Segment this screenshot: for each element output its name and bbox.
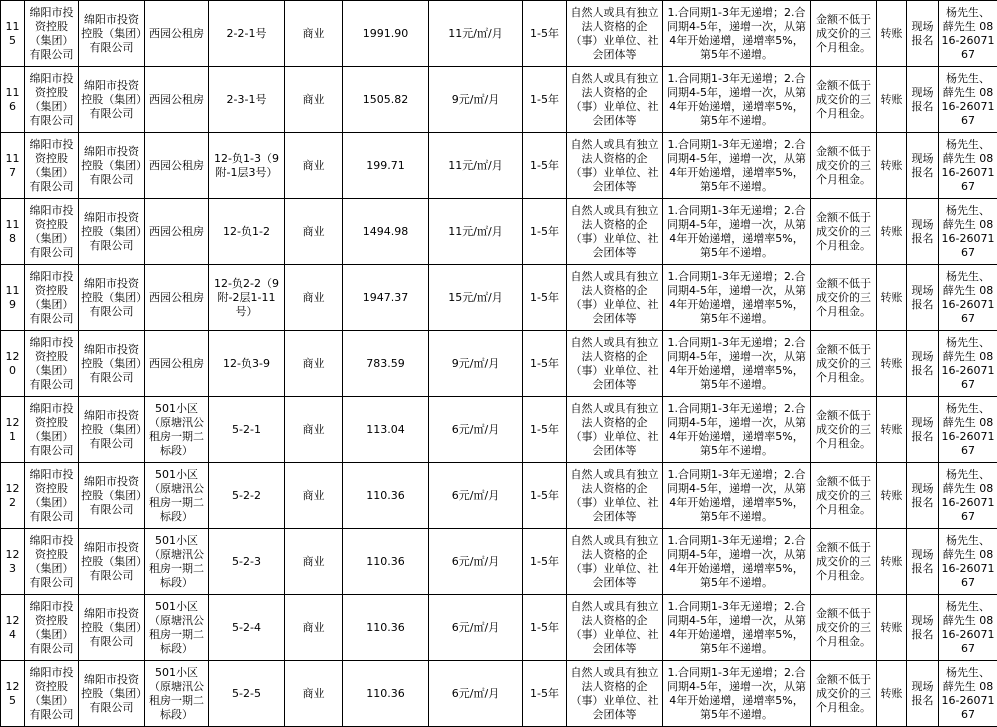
owner-cell: 绵阳市投资控股（集团）有限公司 bbox=[25, 463, 79, 529]
deposit-cell: 金额不低于成交价的三个月租金。 bbox=[811, 199, 877, 265]
payment-method-cell: 转账 bbox=[877, 331, 907, 397]
row-number-cell: 123 bbox=[1, 529, 25, 595]
project-name-cell: 501小区（原塘汛公租房一期二标段） bbox=[145, 529, 209, 595]
bidder-qualification-cell: 自然人或具有独立法人资格的企（事）业单位、社会团体等 bbox=[567, 1, 663, 67]
rent-increase-cell: 1.合同期1-3年无递增；2.合同期4-5年，递增一次，从第4年开始递增，递增率5%，第5年不递增。 bbox=[663, 67, 811, 133]
unit-number-cell: 5-2-2 bbox=[209, 463, 285, 529]
unit-number-cell: 5-2-3 bbox=[209, 529, 285, 595]
project-name-cell: 西园公租房 bbox=[145, 199, 209, 265]
lease-term-cell: 1-5年 bbox=[523, 661, 567, 727]
payment-method-cell: 转账 bbox=[877, 397, 907, 463]
rent-increase-cell: 1.合同期1-3年无递增；2.合同期4-5年，递增一次，从第4年开始递增，递增率5%，第5年不递增。 bbox=[663, 331, 811, 397]
unit-number-cell: 2-3-1号 bbox=[209, 67, 285, 133]
row-number-cell: 125 bbox=[1, 661, 25, 727]
row-number-cell: 120 bbox=[1, 331, 25, 397]
deposit-cell: 金额不低于成交价的三个月租金。 bbox=[811, 661, 877, 727]
contact-cell: 杨先生、薛先生 0816-2607167 bbox=[939, 331, 997, 397]
payment-method-cell: 转账 bbox=[877, 265, 907, 331]
table-row bbox=[1, 529, 997, 595]
price-cell: 9元/㎡/月 bbox=[429, 67, 523, 133]
row-number-cell: 124 bbox=[1, 595, 25, 661]
deposit-cell: 金额不低于成交价的三个月租金。 bbox=[811, 133, 877, 199]
area-cell: 1505.82 bbox=[343, 67, 429, 133]
price-cell: 11元/㎡/月 bbox=[429, 1, 523, 67]
contact-cell: 杨先生、薛先生 0816-2607167 bbox=[939, 463, 997, 529]
rent-increase-cell: 1.合同期1-3年无递增；2.合同期4-5年，递增一次，从第4年开始递增，递增率5%，第5年不递增。 bbox=[663, 199, 811, 265]
bidder-qualification-cell: 自然人或具有独立法人资格的企（事）业单位、社会团体等 bbox=[567, 661, 663, 727]
deposit-cell: 金额不低于成交价的三个月租金。 bbox=[811, 67, 877, 133]
area-cell: 110.36 bbox=[343, 595, 429, 661]
lessor-cell: 绵阳市投资控股（集团）有限公司 bbox=[79, 595, 145, 661]
payment-method-cell: 转账 bbox=[877, 463, 907, 529]
row-number-cell: 119 bbox=[1, 265, 25, 331]
registration-method-cell: 现场报名 bbox=[907, 199, 939, 265]
price-cell: 6元/㎡/月 bbox=[429, 463, 523, 529]
usage-cell: 商业 bbox=[285, 529, 343, 595]
lessor-cell: 绵阳市投资控股（集团）有限公司 bbox=[79, 661, 145, 727]
area-cell: 783.59 bbox=[343, 331, 429, 397]
table-row bbox=[1, 1, 997, 67]
unit-number-cell: 5-2-4 bbox=[209, 595, 285, 661]
lease-term-cell: 1-5年 bbox=[523, 529, 567, 595]
lessor-cell: 绵阳市投资控股（集团）有限公司 bbox=[79, 199, 145, 265]
lessor-cell: 绵阳市投资控股（集团）有限公司 bbox=[79, 265, 145, 331]
rent-increase-cell: 1.合同期1-3年无递增；2.合同期4-5年，递增一次，从第4年开始递增，递增率5%，第5年不递增。 bbox=[663, 463, 811, 529]
table-row bbox=[1, 595, 997, 661]
row-number-cell: 122 bbox=[1, 463, 25, 529]
contact-cell: 杨先生、薛先生 0816-2607167 bbox=[939, 67, 997, 133]
bidder-qualification-cell: 自然人或具有独立法人资格的企（事）业单位、社会团体等 bbox=[567, 199, 663, 265]
usage-cell: 商业 bbox=[285, 463, 343, 529]
deposit-cell: 金额不低于成交价的三个月租金。 bbox=[811, 595, 877, 661]
unit-number-cell: 2-2-1号 bbox=[209, 1, 285, 67]
table-row bbox=[1, 331, 997, 397]
lessor-cell: 绵阳市投资控股（集团）有限公司 bbox=[79, 67, 145, 133]
unit-number-cell: 12-负1-3（9附-1层3号） bbox=[209, 133, 285, 199]
area-cell: 110.36 bbox=[343, 463, 429, 529]
rent-increase-cell: 1.合同期1-3年无递增；2.合同期4-5年，递增一次，从第4年开始递增，递增率5%，第5年不递增。 bbox=[663, 397, 811, 463]
unit-number-cell: 12-负1-2 bbox=[209, 199, 285, 265]
owner-cell: 绵阳市投资控股（集团）有限公司 bbox=[25, 397, 79, 463]
deposit-cell: 金额不低于成交价的三个月租金。 bbox=[811, 463, 877, 529]
payment-method-cell: 转账 bbox=[877, 67, 907, 133]
registration-method-cell: 现场报名 bbox=[907, 463, 939, 529]
lease-term-cell: 1-5年 bbox=[523, 265, 567, 331]
lessor-cell: 绵阳市投资控股（集团）有限公司 bbox=[79, 397, 145, 463]
lease-term-cell: 1-5年 bbox=[523, 463, 567, 529]
unit-number-cell: 12-负3-9 bbox=[209, 331, 285, 397]
bidder-qualification-cell: 自然人或具有独立法人资格的企（事）业单位、社会团体等 bbox=[567, 397, 663, 463]
contact-cell: 杨先生、薛先生 0816-2607167 bbox=[939, 265, 997, 331]
lease-term-cell: 1-5年 bbox=[523, 1, 567, 67]
bidder-qualification-cell: 自然人或具有独立法人资格的企（事）业单位、社会团体等 bbox=[567, 529, 663, 595]
registration-method-cell: 现场报名 bbox=[907, 529, 939, 595]
project-name-cell: 501小区（原塘汛公租房一期二标段） bbox=[145, 661, 209, 727]
row-number-cell: 116 bbox=[1, 67, 25, 133]
contact-cell: 杨先生、薛先生 0816-2607167 bbox=[939, 661, 997, 727]
bidder-qualification-cell: 自然人或具有独立法人资格的企（事）业单位、社会团体等 bbox=[567, 331, 663, 397]
usage-cell: 商业 bbox=[285, 397, 343, 463]
payment-method-cell: 转账 bbox=[877, 661, 907, 727]
registration-method-cell: 现场报名 bbox=[907, 331, 939, 397]
lessor-cell: 绵阳市投资控股（集团）有限公司 bbox=[79, 1, 145, 67]
usage-cell: 商业 bbox=[285, 595, 343, 661]
rent-increase-cell: 1.合同期1-3年无递增；2.合同期4-5年，递增一次，从第4年开始递增，递增率5%，第5年不递增。 bbox=[663, 661, 811, 727]
area-cell: 199.71 bbox=[343, 133, 429, 199]
table-row bbox=[1, 661, 997, 727]
lease-term-cell: 1-5年 bbox=[523, 331, 567, 397]
owner-cell: 绵阳市投资控股（集团）有限公司 bbox=[25, 1, 79, 67]
contact-cell: 杨先生、薛先生 0816-2607167 bbox=[939, 199, 997, 265]
unit-number-cell: 12-负2-2（9附-2层1-11号） bbox=[209, 265, 285, 331]
deposit-cell: 金额不低于成交价的三个月租金。 bbox=[811, 529, 877, 595]
row-number-cell: 118 bbox=[1, 199, 25, 265]
price-cell: 6元/㎡/月 bbox=[429, 661, 523, 727]
row-number-cell: 117 bbox=[1, 133, 25, 199]
bidder-qualification-cell: 自然人或具有独立法人资格的企（事）业单位、社会团体等 bbox=[567, 133, 663, 199]
price-cell: 11元/㎡/月 bbox=[429, 199, 523, 265]
deposit-cell: 金额不低于成交价的三个月租金。 bbox=[811, 397, 877, 463]
owner-cell: 绵阳市投资控股（集团）有限公司 bbox=[25, 529, 79, 595]
table-row bbox=[1, 199, 997, 265]
payment-method-cell: 转账 bbox=[877, 199, 907, 265]
owner-cell: 绵阳市投资控股（集团）有限公司 bbox=[25, 199, 79, 265]
price-cell: 15元/㎡/月 bbox=[429, 265, 523, 331]
bidder-qualification-cell: 自然人或具有独立法人资格的企（事）业单位、社会团体等 bbox=[567, 595, 663, 661]
usage-cell: 商业 bbox=[285, 331, 343, 397]
registration-method-cell: 现场报名 bbox=[907, 265, 939, 331]
price-cell: 6元/㎡/月 bbox=[429, 595, 523, 661]
registration-method-cell: 现场报名 bbox=[907, 133, 939, 199]
price-cell: 6元/㎡/月 bbox=[429, 397, 523, 463]
area-cell: 113.04 bbox=[343, 397, 429, 463]
project-name-cell: 西园公租房 bbox=[145, 133, 209, 199]
rent-increase-cell: 1.合同期1-3年无递增；2.合同期4-5年，递增一次，从第4年开始递增，递增率5%，第5年不递增。 bbox=[663, 133, 811, 199]
project-name-cell: 501小区（原塘汛公租房一期二标段） bbox=[145, 463, 209, 529]
rent-increase-cell: 1.合同期1-3年无递增；2.合同期4-5年，递增一次，从第4年开始递增，递增率5%，第5年不递增。 bbox=[663, 529, 811, 595]
lease-term-cell: 1-5年 bbox=[523, 133, 567, 199]
owner-cell: 绵阳市投资控股（集团）有限公司 bbox=[25, 265, 79, 331]
bidder-qualification-cell: 自然人或具有独立法人资格的企（事）业单位、社会团体等 bbox=[567, 463, 663, 529]
project-name-cell: 西园公租房 bbox=[145, 1, 209, 67]
owner-cell: 绵阳市投资控股（集团）有限公司 bbox=[25, 331, 79, 397]
rent-increase-cell: 1.合同期1-3年无递增；2.合同期4-5年，递增一次，从第4年开始递增，递增率5%，第5年不递增。 bbox=[663, 1, 811, 67]
usage-cell: 商业 bbox=[285, 67, 343, 133]
bidder-qualification-cell: 自然人或具有独立法人资格的企（事）业单位、社会团体等 bbox=[567, 265, 663, 331]
deposit-cell: 金额不低于成交价的三个月租金。 bbox=[811, 265, 877, 331]
unit-number-cell: 5-2-1 bbox=[209, 397, 285, 463]
payment-method-cell: 转账 bbox=[877, 529, 907, 595]
bidder-qualification-cell: 自然人或具有独立法人资格的企（事）业单位、社会团体等 bbox=[567, 67, 663, 133]
payment-method-cell: 转账 bbox=[877, 133, 907, 199]
registration-method-cell: 现场报名 bbox=[907, 67, 939, 133]
project-name-cell: 西园公租房 bbox=[145, 265, 209, 331]
area-cell: 1947.37 bbox=[343, 265, 429, 331]
area-cell: 1494.98 bbox=[343, 199, 429, 265]
lessor-cell: 绵阳市投资控股（集团）有限公司 bbox=[79, 463, 145, 529]
lessor-cell: 绵阳市投资控股（集团）有限公司 bbox=[79, 529, 145, 595]
lessor-cell: 绵阳市投资控股（集团）有限公司 bbox=[79, 133, 145, 199]
lessor-cell: 绵阳市投资控股（集团）有限公司 bbox=[79, 331, 145, 397]
contact-cell: 杨先生、薛先生 0816-2607167 bbox=[939, 595, 997, 661]
area-cell: 110.36 bbox=[343, 529, 429, 595]
contact-cell: 杨先生、薛先生 0816-2607167 bbox=[939, 1, 997, 67]
owner-cell: 绵阳市投资控股（集团）有限公司 bbox=[25, 595, 79, 661]
usage-cell: 商业 bbox=[285, 1, 343, 67]
project-name-cell: 501小区（原塘汛公租房一期二标段） bbox=[145, 397, 209, 463]
table-row bbox=[1, 265, 997, 331]
usage-cell: 商业 bbox=[285, 265, 343, 331]
rent-increase-cell: 1.合同期1-3年无递增；2.合同期4-5年，递增一次，从第4年开始递增，递增率5%，第5年不递增。 bbox=[663, 595, 811, 661]
rent-increase-cell: 1.合同期1-3年无递增；2.合同期4-5年，递增一次，从第4年开始递增，递增率5%，第5年不递增。 bbox=[663, 265, 811, 331]
lease-term-cell: 1-5年 bbox=[523, 67, 567, 133]
deposit-cell: 金额不低于成交价的三个月租金。 bbox=[811, 1, 877, 67]
project-name-cell: 西园公租房 bbox=[145, 67, 209, 133]
price-cell: 9元/㎡/月 bbox=[429, 331, 523, 397]
owner-cell: 绵阳市投资控股（集团）有限公司 bbox=[25, 133, 79, 199]
payment-method-cell: 转账 bbox=[877, 595, 907, 661]
table-body bbox=[1, 1, 997, 727]
row-number-cell: 115 bbox=[1, 1, 25, 67]
payment-method-cell: 转账 bbox=[877, 1, 907, 67]
project-name-cell: 西园公租房 bbox=[145, 331, 209, 397]
price-cell: 11元/㎡/月 bbox=[429, 133, 523, 199]
table-row bbox=[1, 133, 997, 199]
contact-cell: 杨先生、薛先生 0816-2607167 bbox=[939, 133, 997, 199]
project-name-cell: 501小区（原塘汛公租房一期二标段） bbox=[145, 595, 209, 661]
registration-method-cell: 现场报名 bbox=[907, 595, 939, 661]
price-cell: 6元/㎡/月 bbox=[429, 529, 523, 595]
registration-method-cell: 现场报名 bbox=[907, 661, 939, 727]
registration-method-cell: 现场报名 bbox=[907, 1, 939, 67]
contact-cell: 杨先生、薛先生 0816-2607167 bbox=[939, 397, 997, 463]
owner-cell: 绵阳市投资控股（集团）有限公司 bbox=[25, 661, 79, 727]
area-cell: 1991.90 bbox=[343, 1, 429, 67]
registration-method-cell: 现场报名 bbox=[907, 397, 939, 463]
area-cell: 110.36 bbox=[343, 661, 429, 727]
lease-term-cell: 1-5年 bbox=[523, 595, 567, 661]
usage-cell: 商业 bbox=[285, 133, 343, 199]
table-row bbox=[1, 397, 997, 463]
owner-cell: 绵阳市投资控股（集团）有限公司 bbox=[25, 67, 79, 133]
usage-cell: 商业 bbox=[285, 661, 343, 727]
contact-cell: 杨先生、薛先生 0816-2607167 bbox=[939, 529, 997, 595]
usage-cell: 商业 bbox=[285, 199, 343, 265]
lease-term-cell: 1-5年 bbox=[523, 397, 567, 463]
unit-number-cell: 5-2-5 bbox=[209, 661, 285, 727]
deposit-cell: 金额不低于成交价的三个月租金。 bbox=[811, 331, 877, 397]
lease-term-cell: 1-5年 bbox=[523, 199, 567, 265]
table-row bbox=[1, 67, 997, 133]
row-number-cell: 121 bbox=[1, 397, 25, 463]
table-row bbox=[1, 463, 997, 529]
